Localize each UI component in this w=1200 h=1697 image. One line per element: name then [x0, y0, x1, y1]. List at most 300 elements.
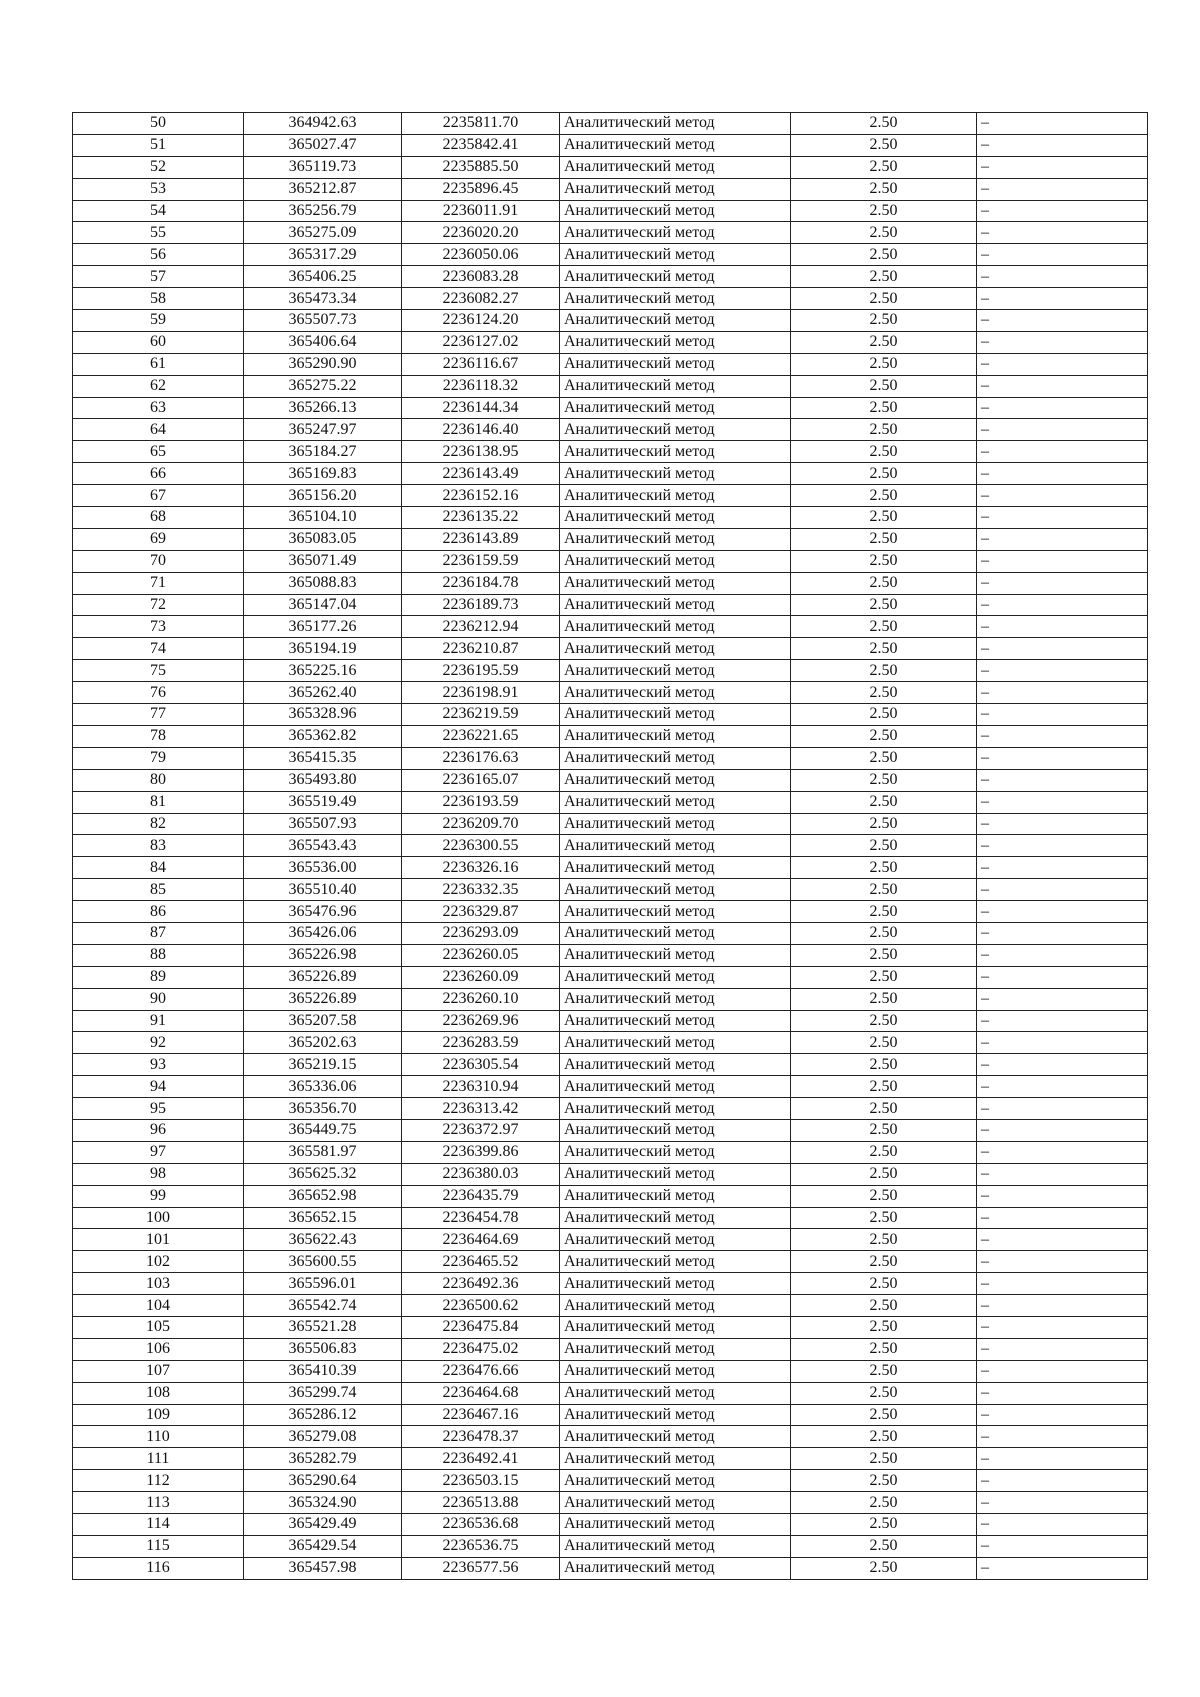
point-number-cell: 62	[73, 375, 244, 397]
description-cell: –	[977, 288, 1148, 310]
table-row	[73, 1098, 1148, 1120]
table-row	[73, 419, 1148, 441]
point-number-cell: 106	[73, 1338, 244, 1360]
point-number-cell: 74	[73, 638, 244, 660]
table-row	[73, 1316, 1148, 1338]
y-coordinate-cell: 2236159.59	[402, 550, 560, 572]
description-cell: –	[977, 1316, 1148, 1338]
point-number-cell: 86	[73, 901, 244, 923]
method-cell: Аналитический метод	[560, 507, 791, 529]
accuracy-cell: 2.50	[791, 1207, 977, 1229]
x-coordinate-cell: 365406.25	[244, 266, 402, 288]
point-number-cell: 89	[73, 966, 244, 988]
y-coordinate-cell: 2236260.10	[402, 988, 560, 1010]
method-cell: Аналитический метод	[560, 353, 791, 375]
table-row	[73, 682, 1148, 704]
accuracy-cell: 2.50	[791, 441, 977, 463]
point-number-cell: 100	[73, 1207, 244, 1229]
x-coordinate-cell: 365596.01	[244, 1273, 402, 1295]
description-cell: –	[977, 660, 1148, 682]
method-cell: Аналитический метод	[560, 1557, 791, 1579]
accuracy-cell: 2.50	[791, 1382, 977, 1404]
table-row	[73, 1295, 1148, 1317]
x-coordinate-cell: 365299.74	[244, 1382, 402, 1404]
x-coordinate-cell: 365104.10	[244, 507, 402, 529]
y-coordinate-cell: 2236467.16	[402, 1404, 560, 1426]
y-coordinate-cell: 2236189.73	[402, 594, 560, 616]
point-number-cell: 83	[73, 835, 244, 857]
accuracy-cell: 2.50	[791, 507, 977, 529]
accuracy-cell: 2.50	[791, 331, 977, 353]
accuracy-cell: 2.50	[791, 266, 977, 288]
point-number-cell: 77	[73, 704, 244, 726]
description-cell: –	[977, 988, 1148, 1010]
x-coordinate-cell: 365156.20	[244, 485, 402, 507]
table-row	[73, 944, 1148, 966]
method-cell: Аналитический метод	[560, 1448, 791, 1470]
table-row	[73, 441, 1148, 463]
x-coordinate-cell: 365256.79	[244, 200, 402, 222]
x-coordinate-cell: 365119.73	[244, 156, 402, 178]
point-number-cell: 96	[73, 1119, 244, 1141]
point-number-cell: 53	[73, 178, 244, 200]
method-cell: Аналитический метод	[560, 988, 791, 1010]
point-number-cell: 85	[73, 879, 244, 901]
table-row	[73, 857, 1148, 879]
method-cell: Аналитический метод	[560, 1273, 791, 1295]
method-cell: Аналитический метод	[560, 1032, 791, 1054]
point-number-cell: 113	[73, 1492, 244, 1514]
y-coordinate-cell: 2236135.22	[402, 507, 560, 529]
x-coordinate-cell: 365476.96	[244, 901, 402, 923]
accuracy-cell: 2.50	[791, 857, 977, 879]
accuracy-cell: 2.50	[791, 222, 977, 244]
method-cell: Аналитический метод	[560, 1404, 791, 1426]
x-coordinate-cell: 365521.28	[244, 1316, 402, 1338]
x-coordinate-cell: 365219.15	[244, 1054, 402, 1076]
point-number-cell: 70	[73, 550, 244, 572]
table-row	[73, 1032, 1148, 1054]
accuracy-cell: 2.50	[791, 1032, 977, 1054]
method-cell: Аналитический метод	[560, 879, 791, 901]
x-coordinate-cell: 365652.98	[244, 1185, 402, 1207]
point-number-cell: 79	[73, 747, 244, 769]
point-number-cell: 97	[73, 1141, 244, 1163]
table-row	[73, 1535, 1148, 1557]
x-coordinate-cell: 365286.12	[244, 1404, 402, 1426]
table-row	[73, 1054, 1148, 1076]
point-number-cell: 110	[73, 1426, 244, 1448]
y-coordinate-cell: 2236300.55	[402, 835, 560, 857]
point-number-cell: 98	[73, 1163, 244, 1185]
x-coordinate-cell: 365652.15	[244, 1207, 402, 1229]
y-coordinate-cell: 2236293.09	[402, 922, 560, 944]
x-coordinate-cell: 364942.63	[244, 113, 402, 135]
table-row	[73, 1251, 1148, 1273]
point-number-cell: 73	[73, 616, 244, 638]
table-row	[73, 1360, 1148, 1382]
y-coordinate-cell: 2236492.36	[402, 1273, 560, 1295]
y-coordinate-cell: 2236305.54	[402, 1054, 560, 1076]
description-cell: –	[977, 572, 1148, 594]
description-cell: –	[977, 528, 1148, 550]
method-cell: Аналитический метод	[560, 1141, 791, 1163]
method-cell: Аналитический метод	[560, 331, 791, 353]
y-coordinate-cell: 2236146.40	[402, 419, 560, 441]
x-coordinate-cell: 365226.89	[244, 988, 402, 1010]
point-number-cell: 67	[73, 485, 244, 507]
table-row	[73, 791, 1148, 813]
x-coordinate-cell: 365543.43	[244, 835, 402, 857]
description-cell: –	[977, 1207, 1148, 1229]
description-cell: –	[977, 113, 1148, 135]
method-cell: Аналитический метод	[560, 310, 791, 332]
point-number-cell: 90	[73, 988, 244, 1010]
description-cell: –	[977, 835, 1148, 857]
description-cell: –	[977, 813, 1148, 835]
method-cell: Аналитический метод	[560, 419, 791, 441]
y-coordinate-cell: 2236143.49	[402, 463, 560, 485]
accuracy-cell: 2.50	[791, 1251, 977, 1273]
accuracy-cell: 2.50	[791, 835, 977, 857]
x-coordinate-cell: 365275.09	[244, 222, 402, 244]
point-number-cell: 69	[73, 528, 244, 550]
y-coordinate-cell: 2236144.34	[402, 397, 560, 419]
x-coordinate-cell: 365212.87	[244, 178, 402, 200]
y-coordinate-cell: 2236513.88	[402, 1492, 560, 1514]
point-number-cell: 109	[73, 1404, 244, 1426]
description-cell: –	[977, 1185, 1148, 1207]
method-cell: Аналитический метод	[560, 1295, 791, 1317]
y-coordinate-cell: 2236536.75	[402, 1535, 560, 1557]
table-row	[73, 1010, 1148, 1032]
point-number-cell: 59	[73, 310, 244, 332]
point-number-cell: 102	[73, 1251, 244, 1273]
accuracy-cell: 2.50	[791, 1316, 977, 1338]
y-coordinate-cell: 2236283.59	[402, 1032, 560, 1054]
description-cell: –	[977, 1470, 1148, 1492]
point-number-cell: 105	[73, 1316, 244, 1338]
description-cell: –	[977, 769, 1148, 791]
method-cell: Аналитический метод	[560, 1316, 791, 1338]
accuracy-cell: 2.50	[791, 791, 977, 813]
y-coordinate-cell: 2236020.20	[402, 222, 560, 244]
x-coordinate-cell: 365184.27	[244, 441, 402, 463]
point-number-cell: 68	[73, 507, 244, 529]
accuracy-cell: 2.50	[791, 682, 977, 704]
method-cell: Аналитический метод	[560, 1492, 791, 1514]
method-cell: Аналитический метод	[560, 550, 791, 572]
x-coordinate-cell: 365266.13	[244, 397, 402, 419]
y-coordinate-cell: 2236116.67	[402, 353, 560, 375]
table-row	[73, 113, 1148, 135]
accuracy-cell: 2.50	[791, 660, 977, 682]
method-cell: Аналитический метод	[560, 594, 791, 616]
table-row	[73, 1076, 1148, 1098]
x-coordinate-cell: 365356.70	[244, 1098, 402, 1120]
method-cell: Аналитический метод	[560, 813, 791, 835]
x-coordinate-cell: 365507.93	[244, 813, 402, 835]
accuracy-cell: 2.50	[791, 1295, 977, 1317]
description-cell: –	[977, 1338, 1148, 1360]
description-cell: –	[977, 1098, 1148, 1120]
table-row	[73, 288, 1148, 310]
y-coordinate-cell: 2236050.06	[402, 244, 560, 266]
table-row	[73, 1141, 1148, 1163]
y-coordinate-cell: 2236465.52	[402, 1251, 560, 1273]
description-cell: –	[977, 397, 1148, 419]
description-cell: –	[977, 1141, 1148, 1163]
point-number-cell: 88	[73, 944, 244, 966]
method-cell: Аналитический метод	[560, 1535, 791, 1557]
description-cell: –	[977, 791, 1148, 813]
point-number-cell: 64	[73, 419, 244, 441]
y-coordinate-cell: 2236476.66	[402, 1360, 560, 1382]
table-row	[73, 134, 1148, 156]
x-coordinate-cell: 365247.97	[244, 419, 402, 441]
accuracy-cell: 2.50	[791, 725, 977, 747]
y-coordinate-cell: 2236399.86	[402, 1141, 560, 1163]
x-coordinate-cell: 365282.79	[244, 1448, 402, 1470]
x-coordinate-cell: 365177.26	[244, 616, 402, 638]
description-cell: –	[977, 441, 1148, 463]
table-row	[73, 1185, 1148, 1207]
accuracy-cell: 2.50	[791, 1470, 977, 1492]
point-number-cell: 114	[73, 1514, 244, 1536]
table-row	[73, 835, 1148, 857]
accuracy-cell: 2.50	[791, 1338, 977, 1360]
method-cell: Аналитический метод	[560, 288, 791, 310]
point-number-cell: 63	[73, 397, 244, 419]
x-coordinate-cell: 365262.40	[244, 682, 402, 704]
description-cell: –	[977, 178, 1148, 200]
table-row	[73, 1492, 1148, 1514]
method-cell: Аналитический метод	[560, 1098, 791, 1120]
method-cell: Аналитический метод	[560, 704, 791, 726]
table-row	[73, 1557, 1148, 1579]
table-row	[73, 375, 1148, 397]
method-cell: Аналитический метод	[560, 178, 791, 200]
method-cell: Аналитический метод	[560, 375, 791, 397]
description-cell: –	[977, 1119, 1148, 1141]
point-number-cell: 107	[73, 1360, 244, 1382]
point-number-cell: 56	[73, 244, 244, 266]
point-number-cell: 111	[73, 1448, 244, 1470]
y-coordinate-cell: 2236184.78	[402, 572, 560, 594]
accuracy-cell: 2.50	[791, 616, 977, 638]
y-coordinate-cell: 2236500.62	[402, 1295, 560, 1317]
description-cell: –	[977, 725, 1148, 747]
x-coordinate-cell: 365542.74	[244, 1295, 402, 1317]
table-row	[73, 1273, 1148, 1295]
accuracy-cell: 2.50	[791, 638, 977, 660]
description-cell: –	[977, 1295, 1148, 1317]
description-cell: –	[977, 222, 1148, 244]
point-number-cell: 57	[73, 266, 244, 288]
method-cell: Аналитический метод	[560, 397, 791, 419]
table-row	[73, 725, 1148, 747]
point-number-cell: 75	[73, 660, 244, 682]
x-coordinate-cell: 365536.00	[244, 857, 402, 879]
description-cell: –	[977, 1251, 1148, 1273]
method-cell: Аналитический метод	[560, 485, 791, 507]
point-number-cell: 93	[73, 1054, 244, 1076]
accuracy-cell: 2.50	[791, 113, 977, 135]
y-coordinate-cell: 2235842.41	[402, 134, 560, 156]
accuracy-cell: 2.50	[791, 1098, 977, 1120]
table-row	[73, 1119, 1148, 1141]
x-coordinate-cell: 365275.22	[244, 375, 402, 397]
method-cell: Аналитический метод	[560, 1010, 791, 1032]
table-row	[73, 550, 1148, 572]
method-cell: Аналитический метод	[560, 769, 791, 791]
method-cell: Аналитический метод	[560, 1426, 791, 1448]
y-coordinate-cell: 2236083.28	[402, 266, 560, 288]
y-coordinate-cell: 2236219.59	[402, 704, 560, 726]
y-coordinate-cell: 2236326.16	[402, 857, 560, 879]
table-row	[73, 200, 1148, 222]
description-cell: –	[977, 200, 1148, 222]
description-cell: –	[977, 550, 1148, 572]
point-number-cell: 50	[73, 113, 244, 135]
accuracy-cell: 2.50	[791, 879, 977, 901]
x-coordinate-cell: 365328.96	[244, 704, 402, 726]
table-row	[73, 704, 1148, 726]
accuracy-cell: 2.50	[791, 1448, 977, 1470]
y-coordinate-cell: 2236152.16	[402, 485, 560, 507]
description-cell: –	[977, 463, 1148, 485]
y-coordinate-cell: 2236260.05	[402, 944, 560, 966]
method-cell: Аналитический метод	[560, 638, 791, 660]
table-row	[73, 879, 1148, 901]
method-cell: Аналитический метод	[560, 1207, 791, 1229]
y-coordinate-cell: 2236118.32	[402, 375, 560, 397]
y-coordinate-cell: 2236165.07	[402, 769, 560, 791]
table-row	[73, 1229, 1148, 1251]
method-cell: Аналитический метод	[560, 966, 791, 988]
method-cell: Аналитический метод	[560, 1514, 791, 1536]
y-coordinate-cell: 2236198.91	[402, 682, 560, 704]
accuracy-cell: 2.50	[791, 1492, 977, 1514]
accuracy-cell: 2.50	[791, 550, 977, 572]
x-coordinate-cell: 365290.90	[244, 353, 402, 375]
method-cell: Аналитический метод	[560, 922, 791, 944]
accuracy-cell: 2.50	[791, 244, 977, 266]
table-row	[73, 353, 1148, 375]
point-number-cell: 65	[73, 441, 244, 463]
description-cell: –	[977, 879, 1148, 901]
point-number-cell: 112	[73, 1470, 244, 1492]
table-row	[73, 222, 1148, 244]
table-row	[73, 616, 1148, 638]
x-coordinate-cell: 365473.34	[244, 288, 402, 310]
description-cell: –	[977, 616, 1148, 638]
accuracy-cell: 2.50	[791, 528, 977, 550]
point-number-cell: 104	[73, 1295, 244, 1317]
method-cell: Аналитический метод	[560, 528, 791, 550]
point-number-cell: 95	[73, 1098, 244, 1120]
x-coordinate-cell: 365194.19	[244, 638, 402, 660]
description-cell: –	[977, 682, 1148, 704]
method-cell: Аналитический метод	[560, 1163, 791, 1185]
y-coordinate-cell: 2236176.63	[402, 747, 560, 769]
accuracy-cell: 2.50	[791, 1119, 977, 1141]
description-cell: –	[977, 419, 1148, 441]
description-cell: –	[977, 1535, 1148, 1557]
y-coordinate-cell: 2236082.27	[402, 288, 560, 310]
x-coordinate-cell: 365324.90	[244, 1492, 402, 1514]
accuracy-cell: 2.50	[791, 704, 977, 726]
x-coordinate-cell: 365507.73	[244, 310, 402, 332]
method-cell: Аналитический метод	[560, 200, 791, 222]
y-coordinate-cell: 2236464.68	[402, 1382, 560, 1404]
point-number-cell: 61	[73, 353, 244, 375]
description-cell: –	[977, 1360, 1148, 1382]
table-row	[73, 901, 1148, 923]
table-row	[73, 1163, 1148, 1185]
x-coordinate-cell: 365226.89	[244, 966, 402, 988]
accuracy-cell: 2.50	[791, 922, 977, 944]
method-cell: Аналитический метод	[560, 901, 791, 923]
point-number-cell: 92	[73, 1032, 244, 1054]
accuracy-cell: 2.50	[791, 375, 977, 397]
y-coordinate-cell: 2236454.78	[402, 1207, 560, 1229]
point-number-cell: 81	[73, 791, 244, 813]
description-cell: –	[977, 266, 1148, 288]
y-coordinate-cell: 2235811.70	[402, 113, 560, 135]
point-number-cell: 66	[73, 463, 244, 485]
y-coordinate-cell: 2236209.70	[402, 813, 560, 835]
x-coordinate-cell: 365336.06	[244, 1076, 402, 1098]
x-coordinate-cell: 365457.98	[244, 1557, 402, 1579]
accuracy-cell: 2.50	[791, 1010, 977, 1032]
accuracy-cell: 2.50	[791, 572, 977, 594]
x-coordinate-cell: 365226.98	[244, 944, 402, 966]
y-coordinate-cell: 2236435.79	[402, 1185, 560, 1207]
x-coordinate-cell: 365362.82	[244, 725, 402, 747]
method-cell: Аналитический метод	[560, 1251, 791, 1273]
description-cell: –	[977, 156, 1148, 178]
table-row	[73, 310, 1148, 332]
table-row	[73, 528, 1148, 550]
table-row	[73, 638, 1148, 660]
x-coordinate-cell: 365169.83	[244, 463, 402, 485]
method-cell: Аналитический метод	[560, 857, 791, 879]
accuracy-cell: 2.50	[791, 485, 977, 507]
table-row	[73, 747, 1148, 769]
point-number-cell: 101	[73, 1229, 244, 1251]
description-cell: –	[977, 1032, 1148, 1054]
x-coordinate-cell: 365449.75	[244, 1119, 402, 1141]
y-coordinate-cell: 2236195.59	[402, 660, 560, 682]
table-row	[73, 988, 1148, 1010]
description-cell: –	[977, 638, 1148, 660]
point-number-cell: 116	[73, 1557, 244, 1579]
description-cell: –	[977, 485, 1148, 507]
accuracy-cell: 2.50	[791, 419, 977, 441]
point-number-cell: 91	[73, 1010, 244, 1032]
description-cell: –	[977, 507, 1148, 529]
accuracy-cell: 2.50	[791, 310, 977, 332]
coordinates-table	[72, 112, 1148, 1580]
y-coordinate-cell: 2236475.02	[402, 1338, 560, 1360]
method-cell: Аналитический метод	[560, 835, 791, 857]
description-cell: –	[977, 1382, 1148, 1404]
x-coordinate-cell: 365207.58	[244, 1010, 402, 1032]
y-coordinate-cell: 2236221.65	[402, 725, 560, 747]
table-row	[73, 594, 1148, 616]
accuracy-cell: 2.50	[791, 134, 977, 156]
